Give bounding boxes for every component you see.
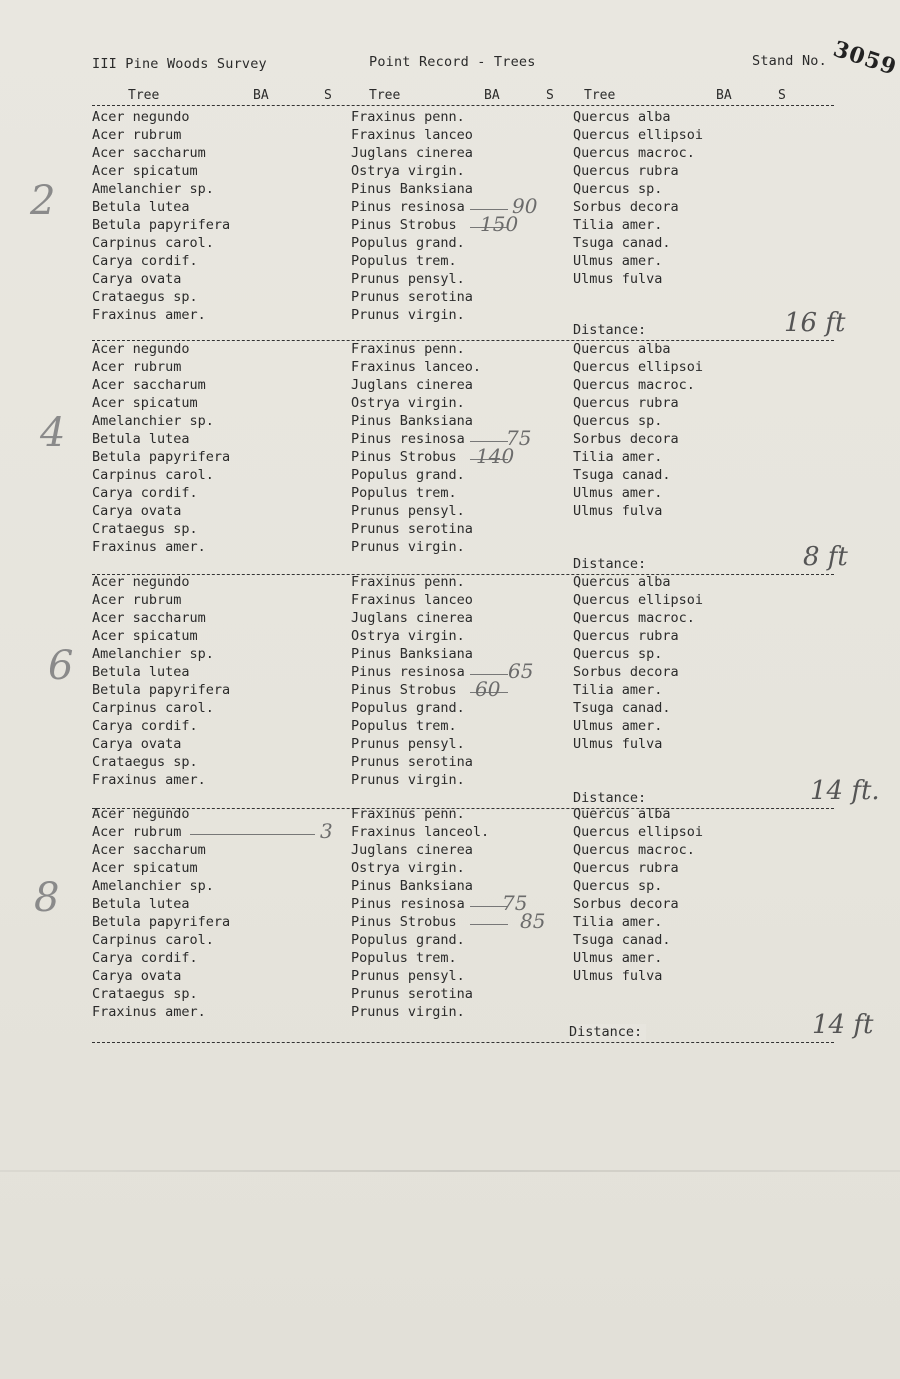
col-header-tree-2: Tree [369,88,401,103]
species-entry: Prunus serotina [351,521,473,537]
header-divider [92,105,834,106]
distance-label: Distance: [569,1024,646,1040]
species-entry: Betula papyrifera [92,914,231,930]
species-entry: Ulmus amer. [573,950,663,966]
species-entry: Populus trem. [351,718,457,734]
record-title: Point Record - Trees [369,54,536,70]
species-entry: Fraxinus amer. [92,539,206,555]
block-divider [92,1042,834,1043]
distance-label: Distance: [573,790,650,806]
species-entry: Tilia amer. [573,217,663,233]
distance-value: 14 ft [812,1010,874,1040]
col-header-s-2: S [546,88,554,103]
species-entry: Quercus ellipsoi [573,359,704,375]
species-entry: Populus grand. [351,932,465,948]
species-entry: Carya ovata [92,736,182,752]
species-entry: Betula lutea [92,431,190,447]
species-entry: Acer negundo [92,109,190,125]
species-column [92,340,230,556]
distance-label: Distance: [573,322,650,338]
species-entry: Carya ovata [92,968,182,984]
species-entry: Acer saccharum [92,610,206,626]
species-entry: Pinus resinosa [351,199,465,215]
species-entry: Betula papyrifera [92,449,231,465]
species-entry: Tilia amer. [573,449,663,465]
species-entry: Populus grand. [351,700,465,716]
basal-area-tally: 60 [475,677,501,701]
species-entry: Ulmus fulva [573,968,663,984]
species-entry: Pinus Banksiana [351,646,473,662]
species-column [92,805,230,1021]
species-column [92,573,230,789]
species-entry: Prunus pensyl. [351,271,465,287]
species-entry: Sorbus decora [573,431,679,447]
species-entry: Juglans cinerea [351,377,473,393]
species-entry: Amelanchier sp. [92,413,214,429]
species-entry: Pinus resinosa [351,431,465,447]
col-header-ba-3: BA [716,88,732,103]
distance-value: 14 ft. [810,776,880,806]
paper-fold [0,1170,900,1172]
species-entry: Quercus sp. [573,878,663,894]
species-entry: Carpinus carol. [92,467,214,483]
species-entry: Crataegus sp. [92,986,198,1002]
basal-area-tally: 3 [320,819,333,843]
species-entry: Crataegus sp. [92,521,198,537]
species-entry: Tsuga canad. [573,932,671,948]
species-entry: Fraxinus amer. [92,307,206,323]
species-entry: Tsuga canad. [573,467,671,483]
species-column [573,108,703,288]
species-entry: Ostrya virgin. [351,163,465,179]
species-entry: Quercus macroc. [573,377,695,393]
species-entry: Amelanchier sp. [92,646,214,662]
tally-stroke [470,924,508,925]
species-entry: Acer spicatum [92,395,198,411]
species-entry: Quercus sp. [573,646,663,662]
species-entry: Quercus macroc. [573,145,695,161]
species-entry: Betula papyrifera [92,217,231,233]
species-entry: Acer rubrum [92,592,182,608]
species-entry: Crataegus sp. [92,289,198,305]
basal-area-tally: 90 [512,194,538,218]
species-entry: Pinus Strobus [351,914,457,930]
species-entry: Prunus pensyl. [351,968,465,984]
species-entry: Prunus virgin. [351,307,465,323]
species-entry: Acer spicatum [92,628,198,644]
col-header-ba-1: BA [253,88,269,103]
species-entry: Ulmus amer. [573,485,663,501]
species-entry: Pinus Banksiana [351,181,473,197]
species-entry: Acer saccharum [92,842,206,858]
species-entry: Quercus alba [573,109,671,125]
basal-area-tally: 140 [476,444,515,468]
species-entry: Acer spicatum [92,163,198,179]
col-header-s-1: S [324,88,332,103]
col-header-tree-3: Tree [584,88,616,103]
species-entry: Prunus virgin. [351,539,465,555]
species-entry: Acer spicatum [92,860,198,876]
species-column [351,340,481,556]
species-column [351,573,473,789]
species-entry: Prunus virgin. [351,1004,465,1020]
species-entry: Quercus macroc. [573,842,695,858]
species-column [573,340,703,520]
species-entry: Sorbus decora [573,199,679,215]
species-entry: Carpinus carol. [92,932,214,948]
species-entry: Betula lutea [92,896,190,912]
tally-stroke [470,441,508,442]
point-number: 2 [30,178,56,224]
species-entry: Prunus pensyl. [351,736,465,752]
point-number: 8 [34,875,60,921]
species-entry: Fraxinus lanceo [351,592,473,608]
species-entry: Quercus sp. [573,181,663,197]
species-entry: Fraxinus amer. [92,772,206,788]
species-entry: Ulmus amer. [573,253,663,269]
species-entry: Fraxinus lanceo [351,127,473,143]
species-entry: Quercus ellipsoi [573,592,704,608]
species-entry: Quercus rubra [573,395,679,411]
species-entry: Fraxinus penn. [351,806,465,822]
species-entry: Carya cordif. [92,950,198,966]
distance-label: Distance: [573,556,650,572]
species-entry: Prunus virgin. [351,772,465,788]
species-entry: Pinus Banksiana [351,413,473,429]
species-entry: Ostrya virgin. [351,628,465,644]
species-entry: Prunus pensyl. [351,503,465,519]
species-entry: Fraxinus amer. [92,1004,206,1020]
species-entry: Quercus alba [573,341,671,357]
species-entry: Ulmus fulva [573,736,663,752]
basal-area-tally: 75 [502,891,528,915]
species-entry: Crataegus sp. [92,754,198,770]
species-entry: Tsuga canad. [573,700,671,716]
species-entry: Betula lutea [92,664,190,680]
species-entry: Amelanchier sp. [92,181,214,197]
species-entry: Quercus ellipsoi [573,824,704,840]
distance-value: 8 ft [803,542,848,572]
species-entry: Carpinus carol. [92,700,214,716]
species-entry: Juglans cinerea [351,145,473,161]
species-column [92,108,230,324]
species-column [573,805,703,985]
species-entry: Carya cordif. [92,718,198,734]
tally-stroke [470,674,508,675]
species-entry: Carya ovata [92,503,182,519]
species-entry: Quercus ellipsoi [573,127,704,143]
species-entry: Fraxinus penn. [351,341,465,357]
species-entry: Ostrya virgin. [351,860,465,876]
species-entry: Prunus serotina [351,986,473,1002]
species-entry: Carya cordif. [92,485,198,501]
species-entry: Ulmus fulva [573,271,663,287]
col-header-ba-2: BA [484,88,500,103]
species-entry: Acer saccharum [92,145,206,161]
species-entry: Acer saccharum [92,377,206,393]
species-entry: Ulmus fulva [573,503,663,519]
species-entry: Pinus Strobus [351,682,457,698]
species-entry: Populus trem. [351,950,457,966]
species-entry: Quercus alba [573,574,671,590]
col-header-s-3: S [778,88,786,103]
species-entry: Tsuga canad. [573,235,671,251]
species-entry: Fraxinus penn. [351,109,465,125]
species-entry: Quercus macroc. [573,610,695,626]
species-entry: Quercus rubra [573,860,679,876]
basal-area-tally: 65 [508,659,534,683]
species-entry: Prunus serotina [351,754,473,770]
species-column [573,573,703,753]
species-entry: Amelanchier sp. [92,878,214,894]
species-entry: Pinus resinosa [351,664,465,680]
species-column [351,805,489,1021]
tally-stroke [190,834,315,835]
species-column [351,108,473,324]
species-entry: Betula lutea [92,199,190,215]
species-entry: Betula papyrifera [92,682,231,698]
species-entry: Acer rubrum [92,127,182,143]
species-entry: Populus trem. [351,253,457,269]
species-entry: Quercus sp. [573,413,663,429]
species-entry: Sorbus decora [573,896,679,912]
species-entry: Acer negundo [92,341,190,357]
point-number: 6 [48,643,74,689]
species-entry: Quercus alba [573,806,671,822]
species-entry: Acer rubrum [92,359,182,375]
tally-stroke [470,209,508,210]
species-entry: Populus trem. [351,485,457,501]
species-entry: Fraxinus lanceo. [351,359,482,375]
species-entry: Pinus Strobus [351,217,457,233]
stand-label: Stand No. [752,53,827,69]
species-entry: Fraxinus penn. [351,574,465,590]
species-entry: Acer negundo [92,806,190,822]
species-entry: Pinus resinosa [351,896,465,912]
species-entry: Pinus Banksiana [351,878,473,894]
distance-value: 16 ft [784,308,846,338]
survey-title: III Pine Woods Survey [92,56,267,72]
species-entry: Ostrya virgin. [351,395,465,411]
species-entry: Carya ovata [92,271,182,287]
species-entry: Prunus serotina [351,289,473,305]
species-entry: Quercus rubra [573,628,679,644]
species-entry: Quercus rubra [573,163,679,179]
species-entry: Ulmus amer. [573,718,663,734]
species-entry: Acer negundo [92,574,190,590]
species-entry: Tilia amer. [573,682,663,698]
species-entry: Populus grand. [351,467,465,483]
basal-area-tally: 85 [520,909,546,933]
basal-area-tally: 150 [480,212,519,236]
species-entry: Carya cordif. [92,253,198,269]
stand-number: 3059 [829,36,900,81]
species-entry: Populus grand. [351,235,465,251]
species-entry: Fraxinus lanceol. [351,824,490,840]
species-entry: Carpinus carol. [92,235,214,251]
species-entry: Pinus Strobus [351,449,457,465]
species-entry: Sorbus decora [573,664,679,680]
species-entry: Tilia amer. [573,914,663,930]
point-number: 4 [40,410,66,456]
basal-area-tally: 75 [506,426,532,450]
species-entry: Juglans cinerea [351,842,473,858]
col-header-tree-1: Tree [128,88,160,103]
species-entry: Juglans cinerea [351,610,473,626]
species-entry: Acer rubrum [92,824,182,840]
